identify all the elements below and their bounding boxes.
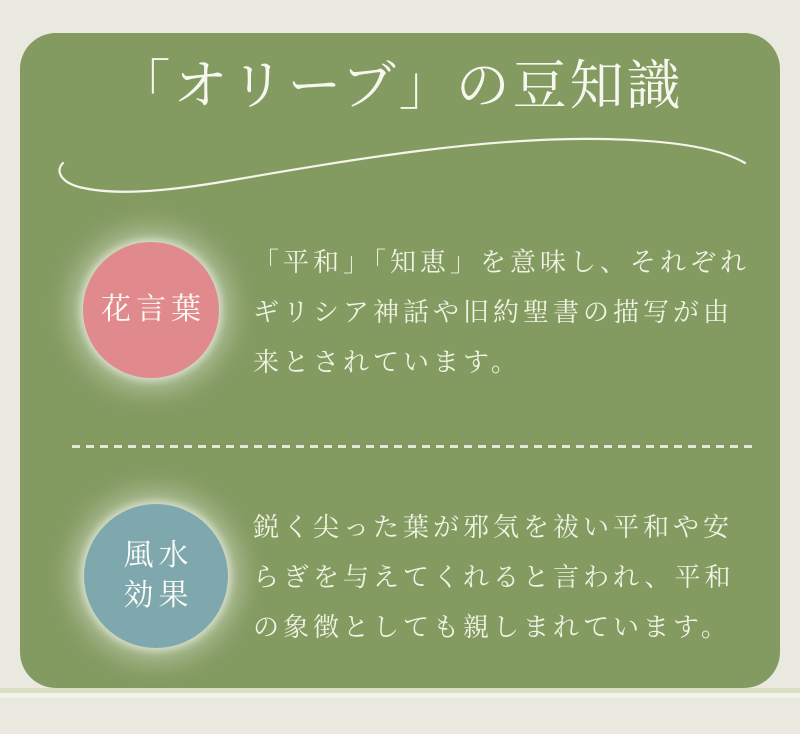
- fusui-badge-circle: [84, 504, 228, 648]
- description-line: らぎを与えてくれると言われ、平和: [253, 563, 735, 593]
- hanakotoba-badge-circle: [83, 242, 219, 378]
- green-panel: [20, 33, 780, 688]
- badge-label-line: 花言葉: [101, 291, 206, 327]
- hanakotoba-description: [253, 238, 763, 388]
- decorative-swoosh-line: [55, 133, 755, 203]
- description-line: 鋭く尖った葉が邪気を祓い平和や安: [253, 513, 734, 543]
- description-line: 来とされています。: [253, 348, 521, 378]
- badge-label-line: 効果: [123, 578, 194, 613]
- page-title: 「オリーブ」の豆知識: [116, 54, 684, 117]
- description-line: ギリシア神話や旧約聖書の描写が由: [253, 298, 734, 328]
- badge-label-line: 風水: [123, 537, 194, 573]
- description-line: 「平和」「知恵」を意味し、それぞれ: [253, 248, 751, 278]
- bottom-edge-light-band: [0, 693, 800, 698]
- dashed-divider: [72, 445, 754, 448]
- fusui-description: [253, 503, 763, 653]
- description-line: の象徴としても親しまれています。: [253, 613, 731, 643]
